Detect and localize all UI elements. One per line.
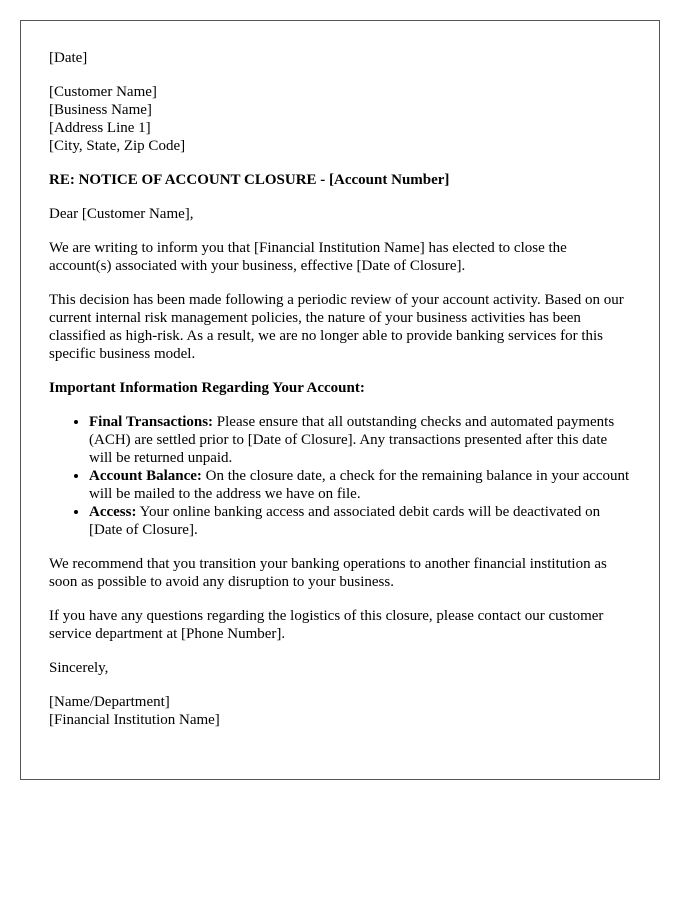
signature-block <box>49 693 631 729</box>
list-item-label: Final Transactions: <box>89 414 214 430</box>
list-item-label: Account Balance: <box>89 468 202 484</box>
salutation: Dear [Customer Name], <box>49 206 194 222</box>
recipient-address-line-1: [Address Line 1] <box>49 120 151 136</box>
list-item-final-transactions <box>89 413 631 467</box>
letter-date <box>49 49 631 67</box>
closing: Sincerely, <box>49 660 109 676</box>
recipient-business-name: [Business Name] <box>49 102 152 118</box>
body-paragraph-1: We are writing to inform you that [Financial Institution Name] has elected to close the account(s) associated with your business, effective [Date of Closure]. <box>49 240 567 274</box>
list-item-access <box>89 503 631 539</box>
recipient-customer-name: [Customer Name] <box>49 84 157 100</box>
letter-document <box>20 20 660 780</box>
body-paragraph-3: We recommend that you transition your banking operations to another financial institution as soon as possible to avoid any disruption to your business. <box>49 556 607 590</box>
date-text: [Date] <box>49 50 88 66</box>
recipient-address <box>49 83 631 155</box>
list-item-text: On the closure date, a check for the remaining balance in your account will be mailed to the address we have on file. <box>89 468 630 502</box>
subject-line: RE: NOTICE OF ACCOUNT CLOSURE - [Account Number] <box>49 172 450 188</box>
body-paragraph-2: This decision has been made following a periodic review of your account activity. Based on our current internal risk management policies, the nature of your business activities has been classified as high-risk. As a result, we are no longer able to provide banking services for this specific business model. <box>49 292 624 362</box>
list-item-text: Please ensure that all outstanding checks and automated payments (ACH) are settled prior to [Date of Closure]. Any transactions presented after this date will be returned unpaid. <box>89 414 615 466</box>
body-paragraph-4: If you have any questions regarding the logistics of this closure, please contact our customer service department at [Phone Number]. <box>49 608 604 642</box>
important-info-list <box>49 413 631 539</box>
list-item-label: Access: <box>89 504 137 520</box>
recipient-city-state-zip: [City, State, Zip Code] <box>49 138 186 154</box>
signature-institution: [Financial Institution Name] <box>49 712 220 728</box>
important-info-heading: Important Information Regarding Your Account: <box>49 380 365 396</box>
signature-name-department: [Name/Department] <box>49 694 170 710</box>
list-item-account-balance <box>89 467 631 503</box>
list-item-text: Your online banking access and associated debit cards will be deactivated on [Date of Closure]. <box>89 504 601 538</box>
